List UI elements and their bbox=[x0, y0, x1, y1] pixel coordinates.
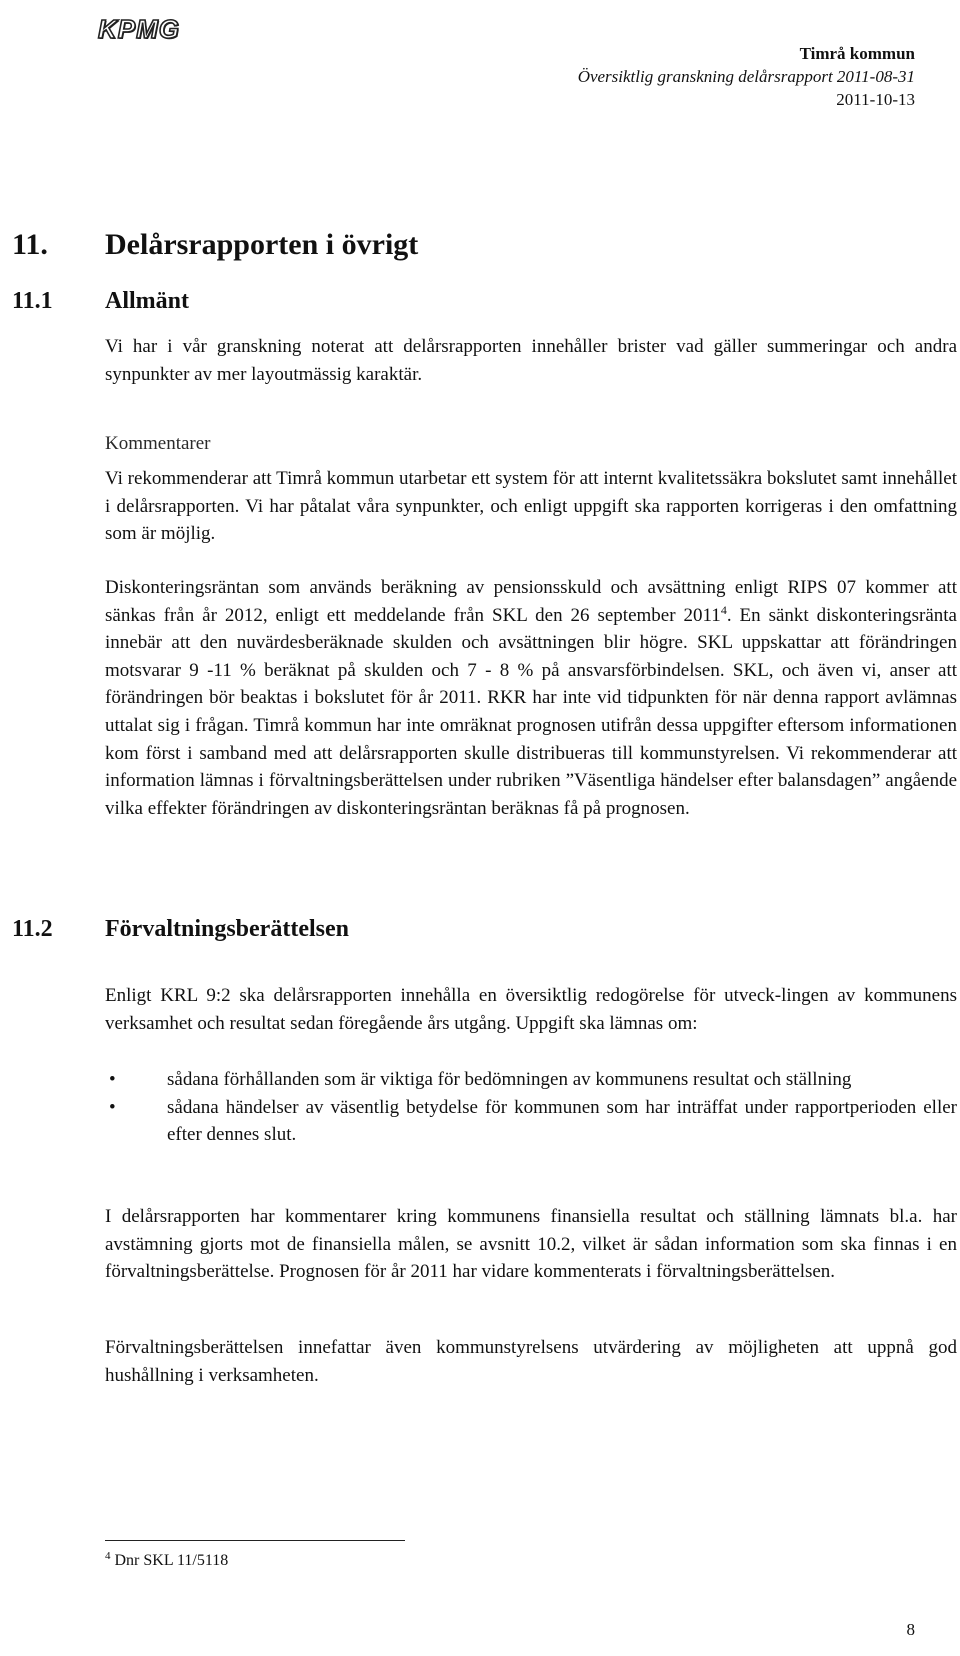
section-number: 11.1 bbox=[12, 288, 53, 314]
page-header bbox=[578, 42, 915, 111]
footnote-divider bbox=[105, 1540, 405, 1541]
footnote-reference: 4 bbox=[720, 602, 727, 617]
list-item-text: sådana förhållanden som är viktiga för bedömningen av kommunens resultat och ställning bbox=[167, 1069, 852, 1090]
section-title: Allmänt bbox=[105, 288, 189, 314]
footnote-number: 4 bbox=[105, 1550, 111, 1562]
header-organization: Timrå kommun bbox=[799, 44, 915, 63]
paragraph-11-2-second: I delårsrapporten har kommentarer kring kommunens finansiella resultat och ställning lämnats bl.a. har avstämning gjorts mot de finansiella målen, se avsnitt 10.2, vilket är sådan information som ska finnas i en förvaltningsberättelse. Prognosen för år 2011 har vidare kommenterats i förvaltningsberättelsen. bbox=[105, 1206, 957, 1283]
page-number: 8 bbox=[906, 1620, 915, 1639]
section-number: 11. bbox=[12, 228, 48, 261]
section-heading-11-2 bbox=[0, 916, 960, 948]
bullet-icon: • bbox=[109, 1069, 116, 1090]
section-heading-11-1 bbox=[0, 288, 960, 320]
paragraph-11-2-intro: Enligt KRL 9:2 ska delårsrapporten innehålla en översiktlig redogörelse för utveck-lingen av kommunens verksamhet och resultat sedan föregående års utgång. Uppgift ska lämnas om: bbox=[105, 985, 957, 1034]
list-item-text: sådana händelser av väsentlig betydelse för kommunen som har inträffat under rapportperioden eller efter dennes slut. bbox=[167, 1096, 957, 1146]
header-date: 2011-10-13 bbox=[836, 90, 915, 109]
bullet-list bbox=[105, 1066, 957, 1149]
comments-label: Kommentarer bbox=[105, 433, 211, 454]
header-report-title: Översiktlig granskning delårsrapport 2011-08-31 bbox=[577, 67, 915, 86]
section-title: Delårsrapporten i övrigt bbox=[105, 228, 419, 261]
paragraph-intro: Vi har i vår granskning noterat att delårsrapporten innehåller brister vad gäller summeringar och andra synpunkter av mer layoutmässig karaktär. bbox=[105, 336, 957, 385]
paragraph-comment-1: Vi rekommenderar att Timrå kommun utarbetar ett system för att internt kvalitetssäkra bokslutet samt innehållet i delårsrapporten. Vi har påtalat våra synpunkter, och enligt uppgift ska rapporten korrigeras i den omfattning som är möjlig. bbox=[105, 468, 957, 545]
paragraph-11-2-third: Förvaltningsberättelsen innefattar även kommunstyrelsens utvärdering av möjligheten att uppnå god hushållning i verksamheten. bbox=[105, 1337, 957, 1386]
bullet-icon: • bbox=[109, 1096, 116, 1118]
footnote-text: Dnr SKL 11/5118 bbox=[114, 1552, 229, 1569]
kpmg-logo: KPMG bbox=[98, 14, 180, 44]
comment-2-text-start: Diskonteringsräntan som används beräkning av pensionsskuld och avsättning enligt RIPS 07 kommer att sänkas från år 2012, enligt ett meddelande från SKL den 26 september 2011 bbox=[105, 577, 957, 626]
section-title: Förvaltningsberättelsen bbox=[105, 916, 349, 942]
paragraph-comment-2 bbox=[105, 574, 957, 822]
comment-2-text-end: . En sänkt diskonteringsränta innebär att den nuvärdesberäknade skulden och avsättningen blir högre. SKL uppskattar att förändringen motsvarar 9 -11 % beräknat på skulden och 7 - 8 % på ansvarsförbindelsen. SKL, och även vi, anser att förändringen bör beaktas i bokslutet för år 2011. RKR har inte vid tidpunkten för när denna rapport avlämnas uttalat sig i frågan. Timrå kommun har inte omräknat prognosen utifrån dessa uppgifter eftersom informationen kom först i samband med att delårsrapporten skulle distribueras till kommunstyrelsen. Vi rekommenderar att information lämnas i förvaltningsberättelsen under rubriken ”Väsentliga händelser efter balansdagen” angående vilka effekter förändringen av diskonteringsräntan beräknas få på prognosen. bbox=[105, 604, 957, 819]
list-item bbox=[105, 1094, 957, 1149]
footnote bbox=[105, 1552, 228, 1570]
list-item bbox=[105, 1066, 957, 1094]
section-heading-11 bbox=[0, 228, 960, 268]
section-number: 11.2 bbox=[12, 916, 53, 942]
